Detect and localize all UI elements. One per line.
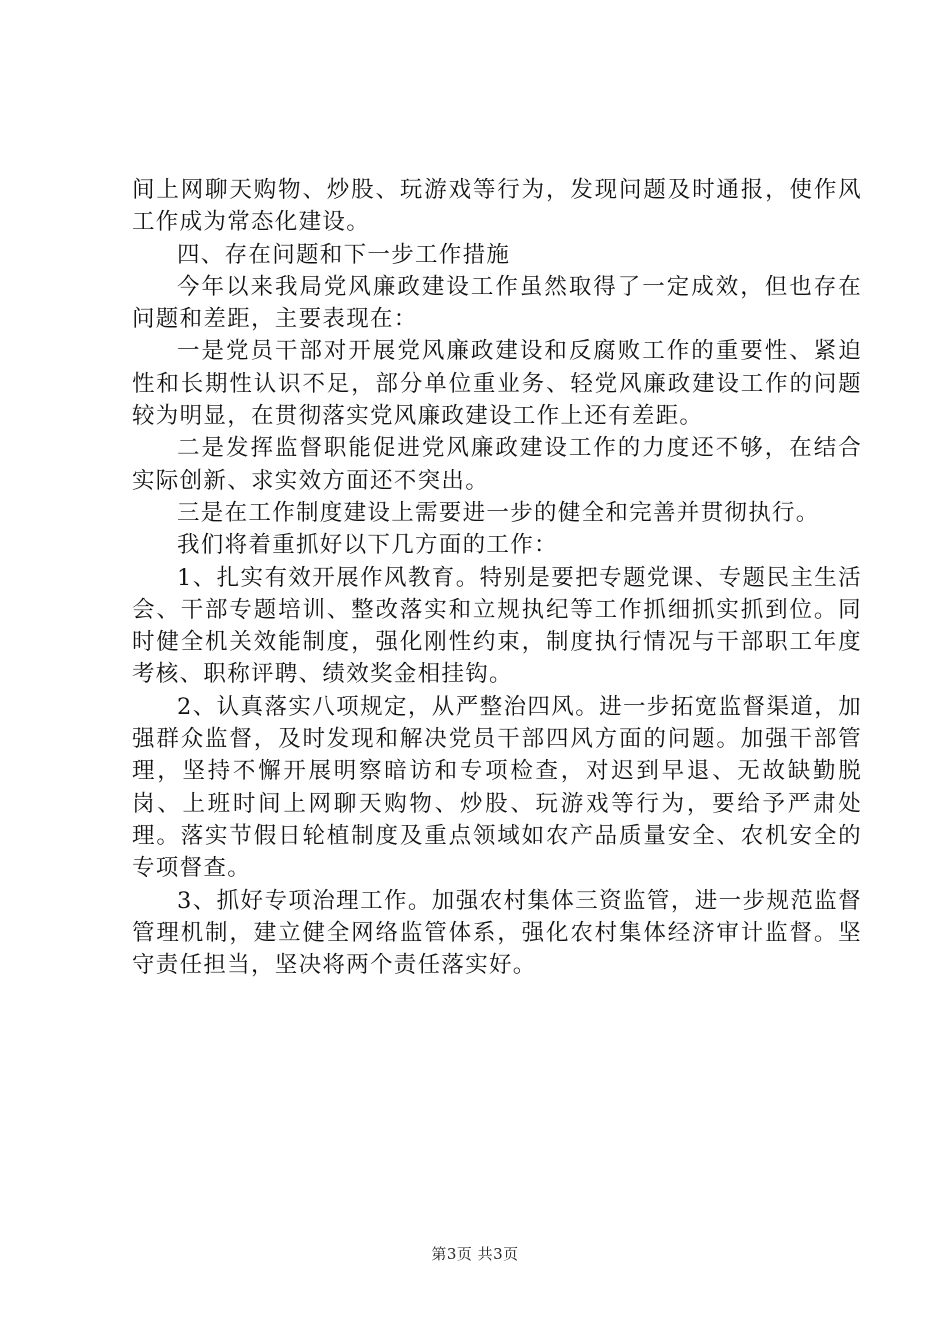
paragraph: 我们将着重抓好以下几方面的工作： [177, 532, 558, 559]
page-number-footer: 第3页 共3页 [431, 1245, 519, 1263]
list-item-1: 1、扎实有效开展作风教育。特别是要把专题党课、专题民主生活会、干部专题培训、整改落实和立规执纪等工作抓细抓实抓到位。同时健全机关效能制度，强化刚性约束，制度执行情况与干部职工年度考核、职称评聘、绩效奖金相挂钩。 [132, 564, 862, 688]
paragraph: 二是发挥监督职能促进党风廉政建设工作的力度还不够，在结合实际创新、求实效方面还不突出。 [132, 435, 862, 494]
document-body [132, 174, 862, 981]
paragraph: 今年以来我局党风廉政建设工作虽然取得了一定成效，但也存在问题和差距，主要表现在： [132, 273, 862, 333]
paragraph: 一是党员干部对开展党风廉政建设和反腐败工作的重要性、紧迫性和长期性认识不足，部分单位重业务、轻党风廉政建设工作的问题较为明显，在贯彻落实党风廉政建设工作上还有差距。 [132, 338, 862, 430]
paragraph-continuation: 间上网聊天购物、炒股、玩游戏等行为，发现问题及时通报，使作风工作成为常态化建设。 [132, 177, 862, 236]
list-item-2: 2、认真落实八项规定，从严整治四风。进一步拓宽监督渠道，加强群众监督，及时发现和解决党员干部四风方面的问题。加强干部管理，坚持不懈开展明察暗访和专项检查，对迟到早退、无故缺勤脱岗、上班时间上网聊天购物、炒股、玩游戏等行为，要给予严肃处理。落实节假日轮植制度及重点领域如农产品质量安全、农机安全的专项督查。 [132, 693, 862, 882]
list-item-3: 3、抓好专项治理工作。加强农村集体三资监管，进一步规范监督管理机制，建立健全网络监管体系，强化农村集体经济审计监督。坚守责任担当，坚决将两个责任落实好。 [132, 887, 862, 979]
section-heading: 四、存在问题和下一步工作措施 [177, 241, 511, 268]
paragraph: 三是在工作制度建设上需要进一步的健全和完善并贯彻执行。 [177, 499, 820, 526]
